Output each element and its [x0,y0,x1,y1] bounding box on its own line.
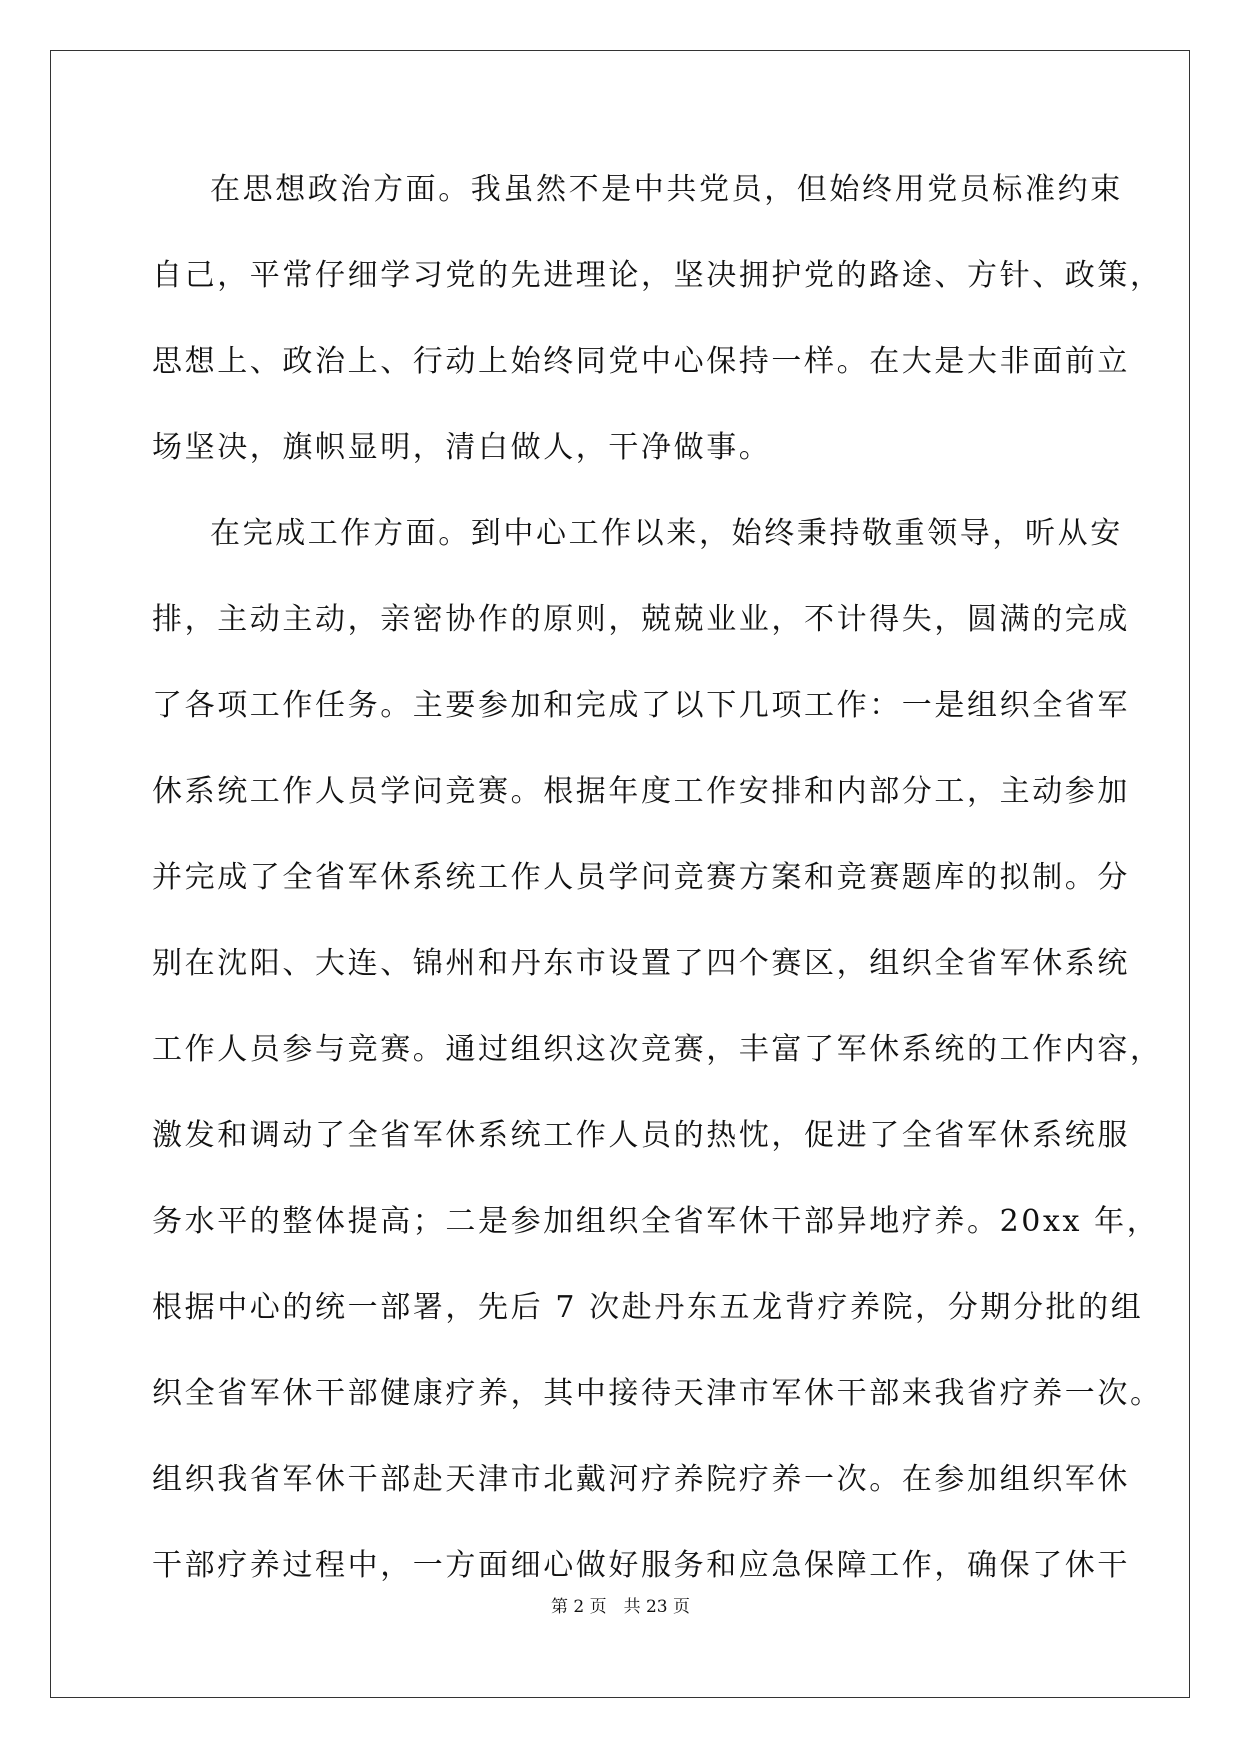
text-line: 在思想政治方面。我虽然不是中共党员，但始终用党员标准约束 [210,172,1123,207]
text-line: 根据中心的统一部署，先后 7 次赴丹东五龙背疗养院，分期分批的组 [152,1290,1144,1325]
page-number: 第 2 页 共 23 页 [550,1597,691,1617]
text-line: 在完成工作方面。到中心工作以来，始终秉持敬重领导，听从安 [210,516,1123,551]
text-line: 工作人员参与竞赛。通过组织这次竞赛，丰富了军休系统的工作内容， [152,1032,1163,1067]
text-line: 务水平的整体提高；二是参加组织全省军休干部异地疗养。20xx 年， [152,1204,1160,1239]
text-line: 思想上、政治上、行动上始终同党中心保持一样。在大是大非面前立 [152,344,1130,379]
text-line: 自己，平常仔细学习党的先进理论，坚决拥护党的路途、方针、政策， [152,258,1163,293]
text-line: 场坚决，旗帜显明，清白做人，干净做事。 [152,430,772,465]
text-line: 并完成了全省军休系统工作人员学问竞赛方案和竞赛题库的拟制。分 [152,860,1130,895]
text-line: 组织我省军休干部赴天津市北戴河疗养院疗养一次。在参加组织军休 [152,1462,1130,1497]
document-body [152,160,1163,1622]
text-line: 别在沈阳、大连、锦州和丹东市设置了四个赛区，组织全省军休系统 [152,946,1130,981]
text-line: 休系统工作人员学问竞赛。根据年度工作安排和内部分工，主动参加 [152,774,1130,809]
text-line: 干部疗养过程中，一方面细心做好服务和应急保障工作，确保了休干 [152,1548,1130,1583]
text-line: 了各项工作任务。主要参加和完成了以下几项工作：一是组织全省军 [152,688,1130,723]
text-line: 排，主动主动，亲密协作的原则，兢兢业业，不计得失，圆满的完成 [152,602,1130,637]
text-line: 激发和调动了全省军休系统工作人员的热忱，促进了全省军休系统服 [152,1118,1130,1153]
text-line: 织全省军休干部健康疗养，其中接待天津市军休干部来我省疗养一次。 [152,1376,1163,1411]
